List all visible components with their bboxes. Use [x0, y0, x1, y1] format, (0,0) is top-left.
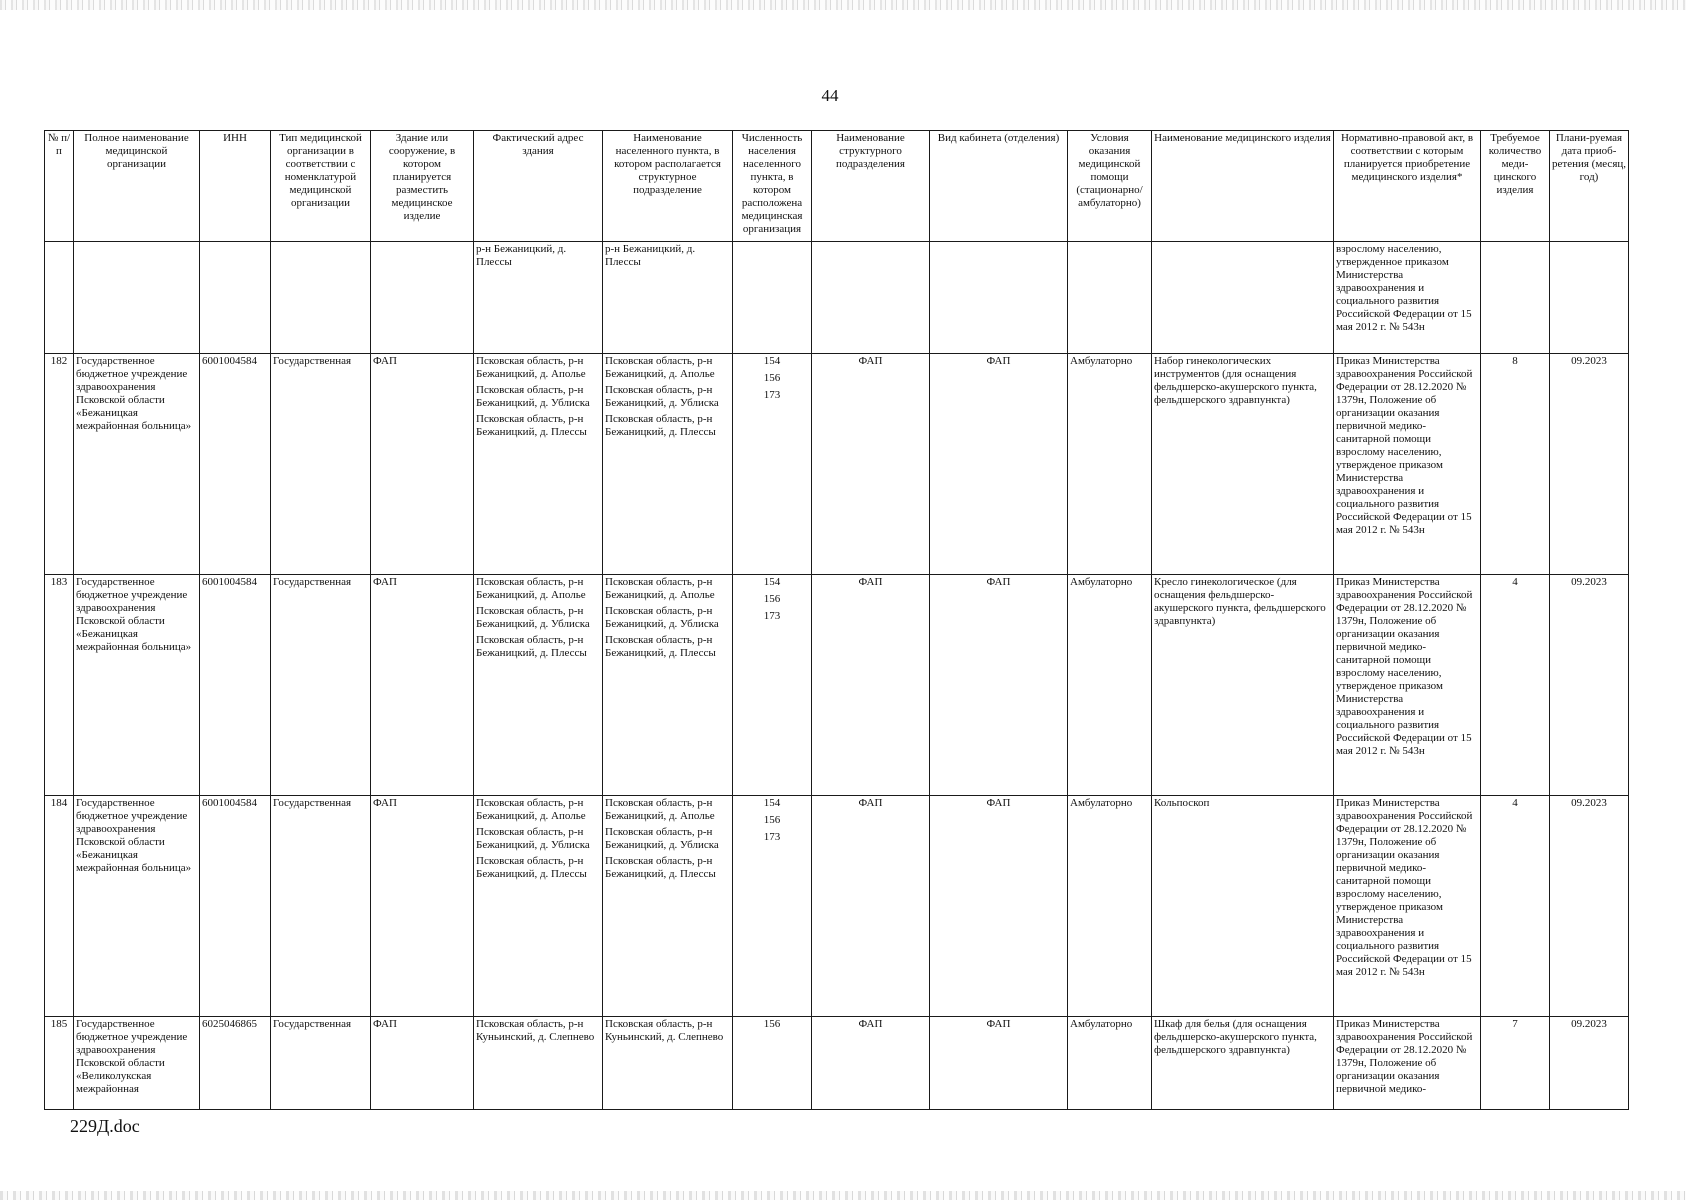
cell-org: Государственное бюджетное учреждение здравоохранения Псковской области «Бежаницкая межрайонная больница»: [74, 796, 200, 1017]
cell-empty: [733, 242, 812, 354]
locality-item: Псковская область, р-н Бежаницкий, д. Плессы: [605, 855, 716, 880]
equipment-table: [44, 130, 1629, 1110]
cell-building: ФАП: [371, 1017, 474, 1110]
header-conditions: Условия оказания медицинской помощи (стационарно/амбулаторно): [1068, 131, 1152, 242]
cell-building: ФАП: [371, 575, 474, 796]
cell-address: [474, 796, 603, 1017]
address-item: Псковская область, р-н Бежаницкий, д. Аполье: [476, 797, 586, 822]
cell-num: 185: [45, 1017, 74, 1110]
header-unit: Наименование структурного подразделения: [812, 131, 930, 242]
cell-inn: 6001004584: [200, 796, 271, 1017]
cell-empty: [371, 242, 474, 354]
cell-conditions: Амбулаторно: [1068, 1017, 1152, 1110]
header-inn: ИНН: [200, 131, 271, 242]
cell-population: [733, 796, 812, 1017]
cell-address: [474, 354, 603, 575]
locality-item: Псковская область, р-н Бежаницкий, д. Аполье: [605, 797, 715, 822]
cell-type: Государственная: [271, 1017, 371, 1110]
population-value: 156: [763, 593, 781, 605]
cell-num: 183: [45, 575, 74, 796]
cell-locality: [603, 575, 733, 796]
cell-empty: [1550, 242, 1629, 354]
population-value: 173: [763, 389, 781, 401]
cell-cabinet: ФАП: [930, 796, 1068, 1017]
header-type: Тип медицинской организации в соответствии с номенклатурой медицинской организации: [271, 131, 371, 242]
cell-empty: [1152, 242, 1334, 354]
cell-legal: Приказ Министерства здравоохранения Российской Федерации от 28.12.2020 № 1379н, Положение об организации оказания первичной медико-санитарной помощи взрослому населению, утвержденое приказом Министерства здравоохранения и социального развития Российской Федерации от 15 мая 2012 г. № 543н: [1334, 354, 1481, 575]
cell-inn: 6001004584: [200, 575, 271, 796]
population-value: 173: [763, 610, 781, 622]
cell-cabinet: ФАП: [930, 354, 1068, 575]
locality-item: Псковская область, р-н Бежаницкий, д. Ублиска: [605, 605, 719, 630]
header-locality: Наименование населенного пункта, в котором располагается структурное подразделение: [603, 131, 733, 242]
address-item: Псковская область, р-н Бежаницкий, д. Плессы: [476, 413, 587, 438]
cell-unit: ФАП: [812, 575, 930, 796]
population-value: 156: [763, 372, 781, 384]
cell-type: Государственная: [271, 354, 371, 575]
header-date: Плани-руемая дата приоб-ретения (месяц, год): [1550, 131, 1629, 242]
cell-legal: Приказ Министерства здравоохранения Российской Федерации от 28.12.2020 № 1379н, Положение об организации оказания первичной медико-: [1334, 1017, 1481, 1110]
cell-address: р-н Бежаницкий, д. Плессы: [474, 242, 603, 354]
address-item: Псковская область, р-н Куньинский, д. Слепнево: [476, 1018, 595, 1043]
cell-num: 184: [45, 796, 74, 1017]
cell-empty: [812, 242, 930, 354]
header-org: Полное наименование медицинской организации: [74, 131, 200, 242]
cell-device: Кресло гинекологическое (для оснащения фельдшерско-акушерского пункта, фельдшерского здравпункта): [1152, 575, 1334, 796]
cell-num: 182: [45, 354, 74, 575]
cell-date: 09.2023: [1550, 575, 1629, 796]
cell-population: [733, 354, 812, 575]
address-item: Псковская область, р-н Бежаницкий, д. Плессы: [476, 634, 587, 659]
header-num: № п/п: [45, 131, 74, 242]
table-row-182: [45, 354, 1629, 575]
header-building: Здание или сооружение, в котором планируется разместить медицинское изделие: [371, 131, 474, 242]
header-quantity: Требуемое количество меди-цинского изделия: [1481, 131, 1550, 242]
table-row-183: [45, 575, 1629, 796]
header-address: Фактический адрес здания: [474, 131, 603, 242]
footer-filename: 229Д.doc: [70, 1116, 140, 1136]
cell-type: Государственная: [271, 796, 371, 1017]
cell-locality: р-н Бежаницкий, д. Плессы: [603, 242, 733, 354]
cell-unit: ФАП: [812, 354, 930, 575]
cell-empty: [74, 242, 200, 354]
address-item: Псковская область, р-н Бежаницкий, д. Ублиска: [476, 605, 590, 630]
cell-date: 09.2023: [1550, 796, 1629, 1017]
cell-type: Государственная: [271, 575, 371, 796]
cell-device: Набор гинекологических инструментов (для оснащения фельдшерско-акушерского пункта, фельдшерского здравпункта): [1152, 354, 1334, 575]
population-value: 156: [763, 814, 781, 826]
cell-quantity: 4: [1481, 575, 1550, 796]
cell-address: [474, 575, 603, 796]
cell-empty: [271, 242, 371, 354]
cell-empty: [1481, 242, 1550, 354]
population-value: 173: [763, 831, 781, 843]
locality-item: Псковская область, р-н Бежаницкий, д. Плессы: [605, 413, 716, 438]
cell-population: [733, 1017, 812, 1110]
cell-cabinet: ФАП: [930, 575, 1068, 796]
header-cabinet: Вид кабинета (отделения): [930, 131, 1068, 242]
cell-quantity: 4: [1481, 796, 1550, 1017]
cell-empty: [930, 242, 1068, 354]
cell-legal: Приказ Министерства здравоохранения Российской Федерации от 28.12.2020 № 1379н, Положение об организации оказания первичной медико-санитарной помощи взрослому населению, утвержденое приказом Министерства здравоохранения и социального развития Российской Федерации от 15 мая 2012 г. № 543н: [1334, 796, 1481, 1017]
scan-edge-top: [0, 0, 1686, 10]
table-row-185: [45, 1017, 1629, 1110]
cell-org: Государственное бюджетное учреждение здравоохранения Псковской области «Бежаницкая межрайонная больница»: [74, 575, 200, 796]
cell-inn: 6001004584: [200, 354, 271, 575]
cell-quantity: 7: [1481, 1017, 1550, 1110]
cell-building: ФАП: [371, 354, 474, 575]
page-number: 44: [821, 86, 839, 105]
population-value: 154: [763, 797, 781, 809]
header-device: Наименование медицинского изделия: [1152, 131, 1334, 242]
cell-legal: взрослому населению, утвержденное приказом Министерства здравоохранения и социального развития Российской Федерации от 15 мая 2012 г. № 543н: [1334, 242, 1481, 354]
cell-empty: [45, 242, 74, 354]
cell-legal: Приказ Министерства здравоохранения Российской Федерации от 28.12.2020 № 1379н, Положение об организации оказания первичной медико-санитарной помощи взрослому населению, утвержденое приказом Министерства здравоохранения и социального развития Российской Федерации от 15 мая 2012 г. № 543н: [1334, 575, 1481, 796]
cell-empty: [1068, 242, 1152, 354]
population-value: 154: [763, 355, 781, 367]
cell-device: Шкаф для белья (для оснащения фельдшерско-акушерского пункта, фельдшерского здравпункта): [1152, 1017, 1334, 1110]
address-item: Псковская область, р-н Бежаницкий, д. Аполье: [476, 355, 586, 380]
population-value: 156: [763, 1018, 781, 1030]
locality-item: Псковская область, р-н Куньинский, д. Слепнево: [605, 1018, 724, 1043]
cell-org: Государственное бюджетное учреждение здравоохранения Псковской области «Великолукская межрайонная: [74, 1017, 200, 1110]
address-item: Псковская область, р-н Бежаницкий, д. Ублиска: [476, 384, 590, 409]
cell-empty: [200, 242, 271, 354]
cell-device: Кольпоскоп: [1152, 796, 1334, 1017]
cell-conditions: Амбулаторно: [1068, 796, 1152, 1017]
cell-building: ФАП: [371, 796, 474, 1017]
locality-item: Псковская область, р-н Бежаницкий, д. Плессы: [605, 634, 716, 659]
cell-quantity: 8: [1481, 354, 1550, 575]
address-item: Псковская область, р-н Бежаницкий, д. Аполье: [476, 576, 586, 601]
header-population: Численность населения населенного пункта, в котором расположена медицинская организация: [733, 131, 812, 242]
locality-item: Псковская область, р-н Бежаницкий, д. Ублиска: [605, 826, 719, 851]
table-header-row: [45, 131, 1629, 242]
cell-population: [733, 575, 812, 796]
cell-locality: [603, 796, 733, 1017]
cell-address: [474, 1017, 603, 1110]
cell-conditions: Амбулаторно: [1068, 354, 1152, 575]
cell-unit: ФАП: [812, 1017, 930, 1110]
cell-date: 09.2023: [1550, 1017, 1629, 1110]
locality-item: Псковская область, р-н Бежаницкий, д. Аполье: [605, 576, 715, 601]
address-item: Псковская область, р-н Бежаницкий, д. Ублиска: [476, 826, 590, 851]
table-row-184: [45, 796, 1629, 1017]
locality-item: Псковская область, р-н Бежаницкий, д. Ублиска: [605, 384, 719, 409]
scan-edge-bottom: [0, 1191, 1686, 1200]
cell-unit: ФАП: [812, 796, 930, 1017]
address-item: Псковская область, р-н Бежаницкий, д. Плессы: [476, 855, 587, 880]
continuation-row: [45, 242, 1629, 354]
cell-org: Государственное бюджетное учреждение здравоохранения Псковской области «Бежаницкая межрайонная больница»: [74, 354, 200, 575]
header-legal: Нормативно-правовой акт, в соответствии с которым планируется приобретение медицинского изделия*: [1334, 131, 1481, 242]
population-value: 154: [763, 576, 781, 588]
cell-conditions: Амбулаторно: [1068, 575, 1152, 796]
locality-item: Псковская область, р-н Бежаницкий, д. Аполье: [605, 355, 715, 380]
cell-date: 09.2023: [1550, 354, 1629, 575]
cell-locality: [603, 1017, 733, 1110]
cell-cabinet: ФАП: [930, 1017, 1068, 1110]
cell-inn: 6025046865: [200, 1017, 271, 1110]
cell-locality: [603, 354, 733, 575]
